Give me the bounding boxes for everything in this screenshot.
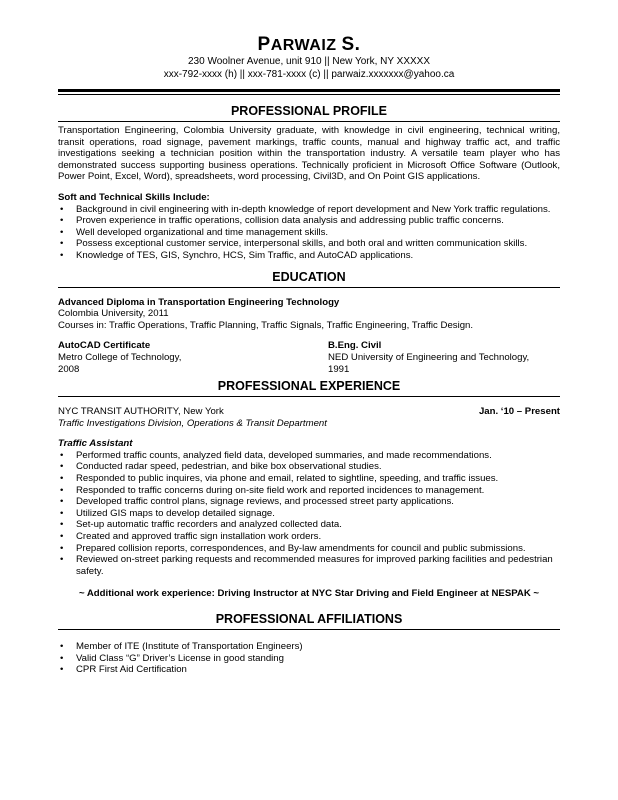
certificate-year: 2008 [58, 363, 80, 375]
section-title-education: EDUCATION [272, 269, 346, 284]
employer-name: NYC TRANSIT AUTHORITY, New York [58, 406, 224, 418]
certificate-title: AutoCAD Certificate [58, 340, 151, 352]
bullet-icon: • [60, 554, 64, 566]
header-rule-thick [58, 89, 560, 92]
bullet-icon: • [60, 496, 64, 508]
list-item: • Possess exceptional customer service, interpersonal skills, and both oral and written communication skills. [60, 238, 528, 250]
contact-phones-email: xxx-792-xxxx (h) || xxx-781-xxxx (c) || parwaiz.xxxxxxx@yahoo.ca [163, 69, 455, 80]
list-item: • Created and approved traffic sign installation work orders. [60, 531, 322, 543]
name-rest: ARWAIZ [270, 37, 337, 54]
list-item: • Developed traffic control plans, signage reviews, and processed street party applications. [60, 496, 454, 508]
affiliations-list [58, 641, 560, 676]
list-item: • Knowledge of TES, GIS, Synchro, HCS, Sim Traffic, and AutoCAD applications. [60, 249, 414, 261]
list-item: • Utilized GIS maps to develop detailed signage. [60, 507, 275, 519]
list-item: • Proven experience in traffic operations, collision data analysis and addressing public traffic concerns. [60, 215, 504, 227]
section-title-affiliations: PROFESSIONAL AFFILIATIONS [215, 612, 403, 626]
diploma-school: Colombia University, 2011 [58, 308, 169, 320]
list-item: • Reviewed on-street parking requests and recommended measures for improved parking facilities and pedestrian safety. [60, 554, 553, 577]
list-item: • Well developed organizational and time management skills. [60, 226, 329, 238]
diploma-title: Advanced Diploma in Transportation Engineering Technology [58, 296, 340, 308]
degree-school: NED University of Engineering and Technology, [328, 351, 530, 363]
skills-list [58, 204, 560, 262]
list-item: • Responded to traffic concerns during on-site field work and reported incidences to management. [60, 484, 485, 496]
bullet-icon: • [60, 641, 64, 652]
bullet-icon: • [60, 203, 64, 215]
bullet-icon: • [60, 449, 64, 461]
bullet-icon: • [60, 652, 64, 664]
bullet-icon: • [60, 249, 64, 261]
list-item: • Responded to public inquires, via phone and email, related to sightline, speeding, and traffic issues. [60, 473, 499, 485]
additional-experience-note: ~ Additional work experience: Driving Instructor at NYC Star Driving and Field Engineer at NESPAK ~ [78, 588, 540, 600]
education-two-column [58, 340, 560, 375]
list-item: • Background in civil engineering with in-depth knowledge of report development and New York traffic regulations. [60, 203, 551, 215]
section-rule-profile [58, 121, 560, 122]
duties-list [58, 450, 560, 578]
education-left-column [58, 340, 328, 375]
list-item: • Conducted radar speed, pedestrian, and bike box observational studies. [60, 461, 382, 473]
bullet-icon: • [60, 473, 64, 485]
name-last-initial: S. [341, 34, 361, 55]
list-item: • Member of ITE (Institute of Transportation Engineers) [60, 641, 303, 652]
profile-summary: Transportation Engineering, Colombia University graduate, with knowledge in civil engineering, technical writing, transit operations, road signage, pavement markings, traffic counts, manual and highway traffic act, and traffic investigations seeking a technician position within the transportation industry. A versatile team player who has demonstrated success supporting business operations. Technically proficient in Microsoft Office Software (Outlook, Power Point, Excel, Word), spreadsheets, word processing, Civil3D, and On Point GIS applications. [58, 125, 560, 183]
list-item: • Prepared collision reports, correspondences, and By-law amendments for council and public submissions. [60, 542, 526, 554]
bullet-icon: • [60, 226, 64, 238]
employer-row [58, 406, 560, 418]
candidate-name [58, 36, 560, 55]
section-title-experience: PROFESSIONAL EXPERIENCE [217, 379, 401, 394]
job-role: Traffic Assistant [58, 438, 133, 450]
bullet-icon: • [60, 238, 64, 250]
resume-page [58, 36, 560, 676]
degree-year: 1991 [328, 363, 350, 375]
bullet-icon: • [60, 507, 64, 519]
employment-dates: Jan. ‘10 – Present [478, 406, 560, 418]
skills-heading: Soft and Technical Skills Include: [58, 191, 210, 203]
name-first-initial: P [257, 34, 271, 55]
degree-title: B.Eng. Civil [328, 340, 382, 352]
bullet-icon: • [60, 519, 64, 531]
list-item: • CPR First Aid Certification [60, 664, 187, 676]
bullet-icon: • [60, 461, 64, 473]
bullet-icon: • [60, 215, 64, 227]
bullet-icon: • [60, 484, 64, 496]
employer-division: Traffic Investigations Division, Operations & Transit Department [58, 417, 327, 429]
diploma-courses: Courses in: Traffic Operations, Traffic Planning, Traffic Signals, Traffic Engineering, Traffic Design. [58, 319, 474, 331]
bullet-icon: • [60, 531, 64, 543]
list-item: • Set-up automatic traffic recorders and analyzed collected data. [60, 519, 342, 531]
section-title-profile: PROFESSIONAL PROFILE [230, 104, 388, 118]
list-item: • Performed traffic counts, analyzed field data, developed summaries, and made recommendations. [60, 449, 492, 461]
education-right-column [328, 340, 560, 375]
bullet-icon: • [60, 664, 64, 676]
contact-address: 230 Woolner Avenue, unit 910 || New York, NY XXXXX [187, 56, 431, 67]
list-item: • Valid Class “G” Driver’s License in good standing [60, 652, 284, 664]
certificate-school: Metro College of Technology, [58, 351, 182, 363]
bullet-icon: • [60, 542, 64, 554]
